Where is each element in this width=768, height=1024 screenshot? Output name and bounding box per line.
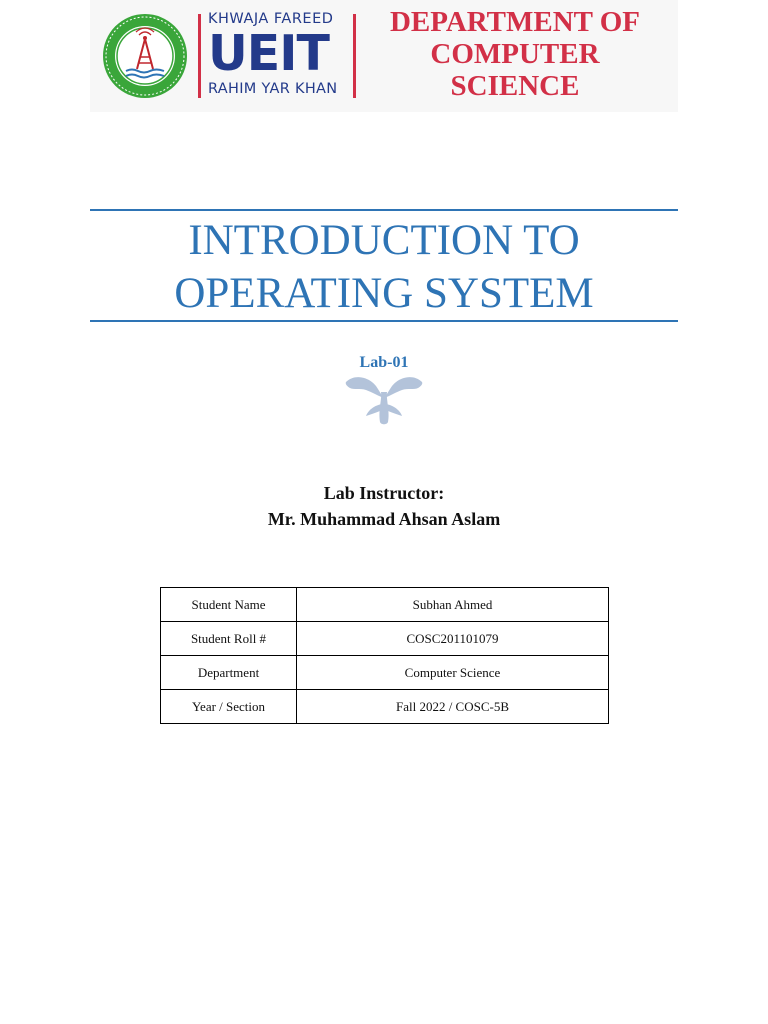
title-rule-top [90,209,678,211]
student-info-value: COSC201101079 [297,622,609,656]
department-line: DEPARTMENT OF [389,6,641,38]
university-name-line1: KHWAJA FAREED [208,11,334,27]
student-info-label: Year / Section [161,690,297,724]
table-row [161,588,609,622]
document-title [90,214,678,320]
university-name [208,10,348,98]
title-line: INTRODUCTION TO [188,217,580,264]
table-row [161,656,609,690]
student-info-value: Fall 2022 / COSC-5B [297,690,609,724]
student-info-table [160,587,609,724]
department-line: COMPUTER [430,38,600,70]
table-row [161,622,609,656]
instructor-label: Lab Instructor: [323,483,445,503]
banner-divider-left [198,14,201,98]
student-info-label: Student Roll # [161,622,297,656]
decorative-flourish-icon [344,374,424,426]
title-line: OPERATING SYSTEM [174,270,594,317]
student-info-label: Student Name [161,588,297,622]
student-info-value: Computer Science [297,656,609,690]
lab-number: Lab-01 [359,354,409,371]
table-row [161,690,609,724]
university-name-line3: RAHIM YAR KHAN [208,81,338,97]
header-banner [90,0,678,112]
title-rule-bottom [90,320,678,322]
student-info-label: Department [161,656,297,690]
instructor-name: Mr. Muhammad Ahsan Aslam [267,509,501,529]
student-info-value: Subhan Ahmed [297,588,609,622]
banner-divider-right [353,14,356,98]
department-line: SCIENCE [450,70,580,102]
department-name [370,6,660,102]
instructor-block [134,480,634,532]
university-seal-logo [102,13,188,99]
university-acronym: UEIT [208,25,329,82]
